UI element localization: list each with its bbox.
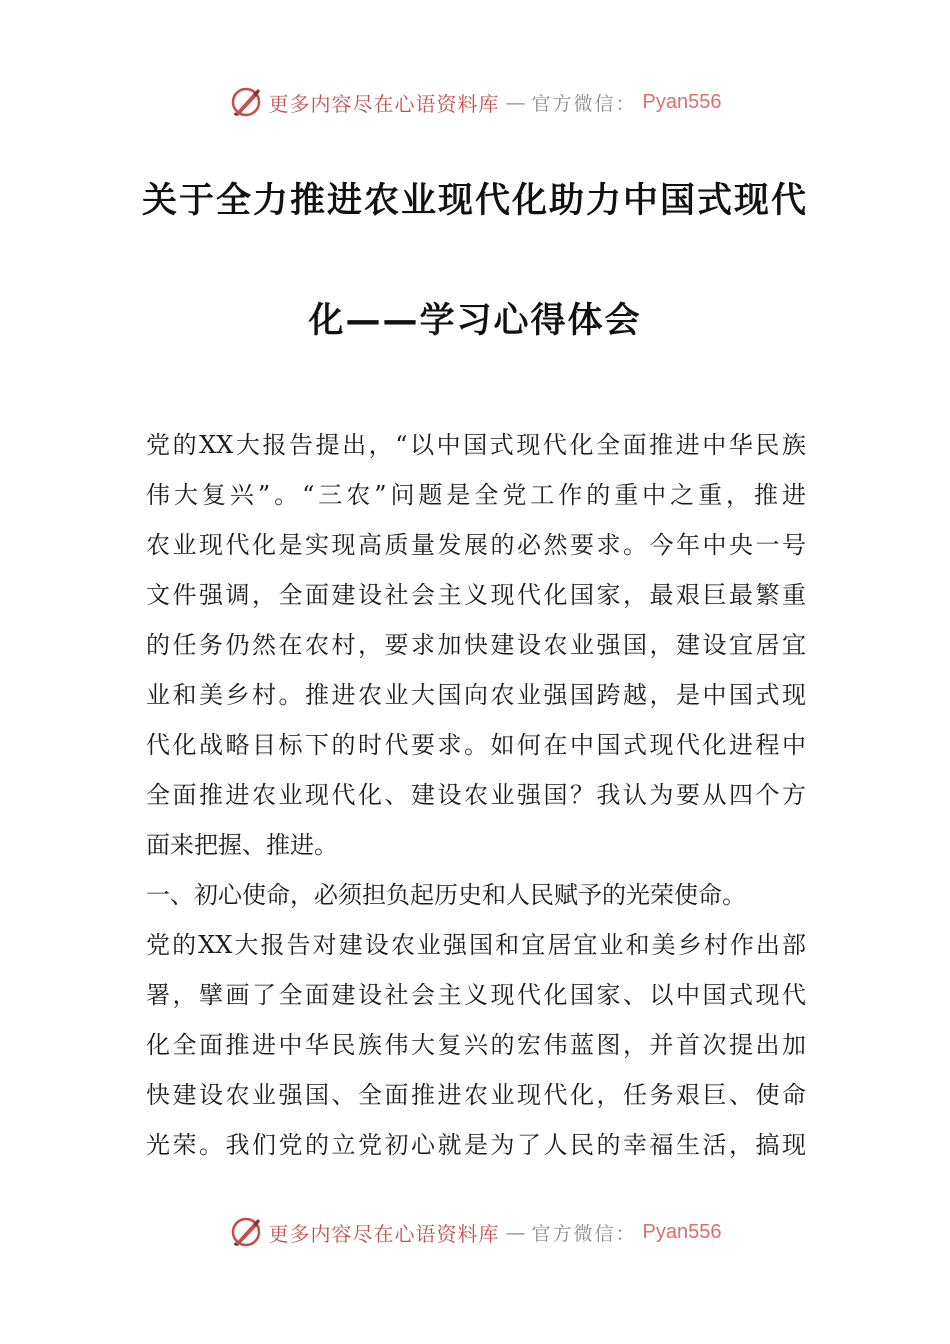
pen-circle-logo-icon (229, 1215, 263, 1249)
brand-text: 更多内容尽在心语资料库 (268, 1221, 500, 1246)
body-line: 化全面推进中华民族伟大复兴的宏伟蓝图，并首次提出加 (146, 1031, 806, 1059)
body-line: 的任务仍然在农村，要求加快建设农业强国，建设宜居宜 (146, 631, 806, 659)
section-heading-1: 一、初心使命，必须担负起历史和人民赋予的光荣使命。 (146, 881, 746, 909)
document-body (146, 420, 806, 1170)
wechat-id: Pyan556 (642, 1220, 722, 1243)
header-watermark-banner (0, 82, 950, 122)
wechat-label: 官方微信： (531, 92, 637, 115)
document-title-line-1: 关于全力推进农业现代化助力中国式现代 (141, 181, 808, 221)
banner-separator: — (505, 1220, 526, 1244)
body-line: 党的XX大报告对建设农业强国和宜居宜业和美乡村作出部 (146, 931, 806, 959)
pen-circle-logo-icon (229, 85, 263, 119)
banner-separator: — (505, 90, 526, 114)
body-line: 业和美乡村。推进农业大国向农业强国跨越，是中国式现 (146, 681, 806, 709)
wechat-label: 官方微信： (531, 1222, 637, 1245)
brand-text: 更多内容尽在心语资料库 (268, 91, 500, 116)
body-line: 署，擘画了全面建设社会主义现代化国家、以中国式现代 (146, 981, 806, 1009)
wechat-id: Pyan556 (642, 90, 722, 113)
body-line: 代化战略目标下的时代要求。如何在中国式现代化进程中 (146, 731, 806, 759)
body-line: 农业现代化是实现高质量发展的必然要求。今年中央一号 (146, 531, 806, 559)
body-line: 文件强调，全面建设社会主义现代化国家，最艰巨最繁重 (146, 581, 806, 609)
footer-watermark-banner (0, 1212, 950, 1252)
body-line: 全面推进农业现代化、建设农业强国？我认为要从四个方 (146, 781, 806, 809)
body-line: 伟大复兴”。“三农”问题是全党工作的重中之重，推进 (146, 481, 806, 509)
body-line: 面来把握、推进。 (146, 831, 338, 859)
document-title-line-2: 化——学习心得体会 (308, 301, 642, 341)
body-line: 光荣。我们党的立党初心就是为了人民的幸福生活，搞现 (146, 1131, 806, 1159)
body-line: 快建设农业强国、全面推进农业现代化，任务艰巨、使命 (146, 1081, 806, 1109)
body-line: 党的XX大报告提出，“以中国式现代化全面推进中华民族 (146, 431, 806, 459)
